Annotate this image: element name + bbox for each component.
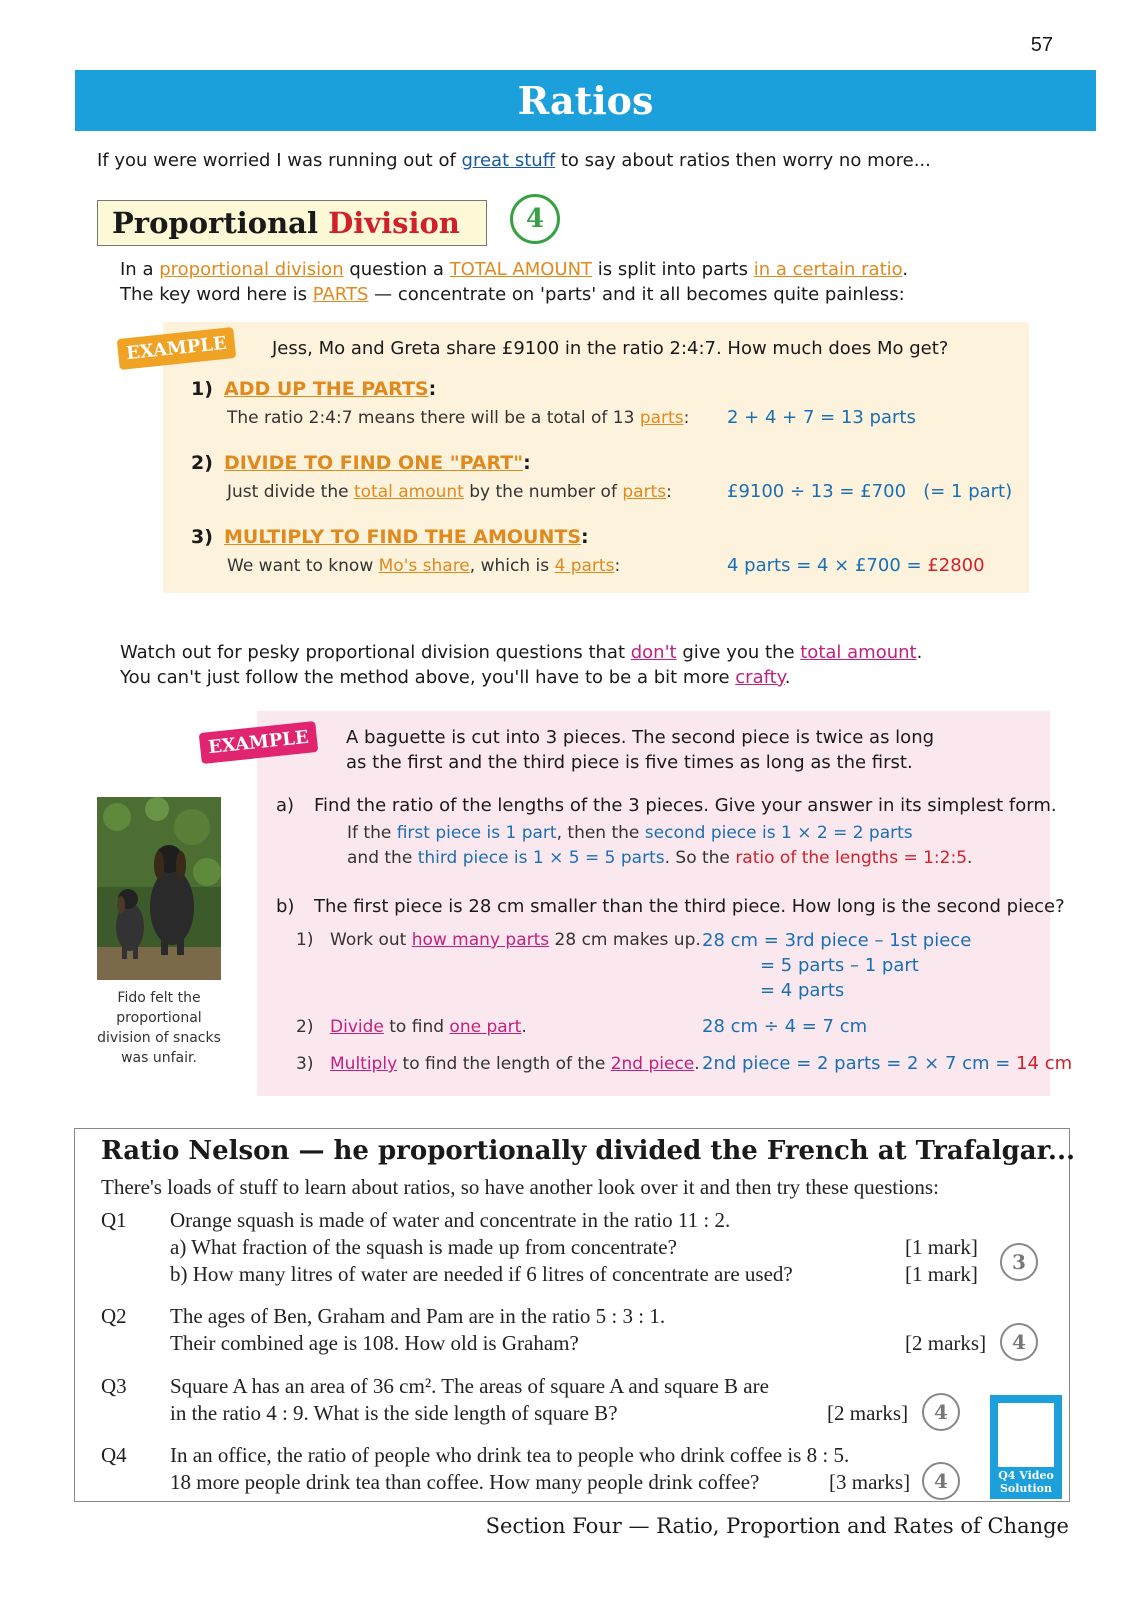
section-intro-line1 [120,259,908,280]
qr-code-area [998,1403,1054,1467]
text: to find [383,1017,450,1037]
b-step1-text [330,930,701,950]
page-number: 57 [1030,34,1053,56]
step1-heading: ADD UP THE PARTS: [224,378,437,400]
text: give you the [676,642,801,663]
example1-question: Jess, Mo and Greta share £9100 in the ratio 2:4:7. How much does Mo get? [272,338,949,359]
text: , then the [556,823,645,843]
q2-line1: The ages of Ben, Graham and Pam are in the ratio 5 : 3 : 1. [170,1304,666,1328]
q4-label: Q4 [101,1443,127,1467]
intro-after: to say about ratios then worry no more... [555,150,931,171]
text: . [521,1017,527,1037]
keyword: crafty [735,667,785,688]
grade-number: 3 [1012,1250,1026,1274]
highlight: second piece is 1 × 2 = 2 parts [644,823,913,843]
dog-photo [97,797,221,980]
keyword: proportional division [159,259,344,280]
grade-4-icon [510,194,560,244]
example2-question-line2: as the first and the third piece is five times as long as the first. [346,752,913,773]
keyword: parts [622,482,667,502]
part-a-line1 [347,823,913,843]
b-step3-number: 3) [296,1054,314,1074]
video-solution-button[interactable] [990,1395,1062,1499]
section-intro-line2 [120,284,905,305]
text: You can't just follow the method above, you'll have to be a bit more [120,667,736,688]
intro-text [97,150,931,171]
step2-number: 2) [191,452,213,474]
step1-text [227,408,689,428]
section-footer: Section Four — Ratio, Proportion and Rates of Change [485,1514,1069,1538]
step-heading-text: MULTIPLY TO FIND THE AMOUNTS [224,526,582,548]
keyword: TOTAL AMOUNT [449,259,593,280]
keyword: total amount [800,642,917,663]
keyword: Multiply [330,1054,398,1074]
step1-number: 1) [191,378,213,400]
step3-text [227,556,620,576]
calc-text: 2nd piece = 2 parts = 2 × 7 cm = [702,1053,1017,1074]
example2-question-line1: A baguette is cut into 3 pieces. The second piece is twice as long [346,727,935,748]
text: is split into parts [592,259,754,280]
b-step1-calc-line3: = 4 parts [760,980,845,1001]
text: . [967,848,973,868]
b-step2-calc: 28 cm ÷ 4 = 7 cm [702,1016,868,1037]
grade-4-icon [922,1462,960,1500]
warning-line2 [120,667,791,688]
part-a-label: a) [276,795,295,816]
text: The key word here is [120,284,313,305]
text: and the [347,848,418,868]
b-step3-text [330,1054,700,1074]
q1-line2: a) What fraction of the squash is made up from concentrate? [170,1235,677,1259]
section-heading-box [97,200,487,246]
practice-title: Ratio Nelson — he proportionally divided the French at Trafalgar... [101,1136,1076,1166]
part-b-question: The first piece is 28 cm smaller than the third piece. How long is the second piece? [314,896,1065,917]
keyword: one part [449,1017,522,1037]
text: to find the length of the [397,1054,611,1074]
grade-number: 4 [525,204,545,234]
answer: £2800 [927,555,985,576]
keyword: 4 parts [554,556,615,576]
part-a-question: Find the ratio of the lengths of the 3 pieces. Give your answer in its simplest form. [314,795,1057,816]
text: 28 cm makes up. [549,930,701,950]
part-b-label: b) [276,896,295,917]
q2-marks: [2 marks] [905,1331,987,1355]
text: If the [347,823,397,843]
example1-tag: EXAMPLE [117,327,236,370]
grade-4-icon [1000,1323,1038,1361]
q1-line3: b) How many litres of water are needed if 6 litres of concentrate are used? [170,1262,793,1286]
text: . [902,259,909,280]
highlight: first piece is 1 part [396,823,557,843]
step2-text [227,482,672,502]
b-step1-number: 1) [296,930,314,950]
keyword: Mo's share [378,556,470,576]
text: . [916,642,923,663]
grade-4-icon [922,1393,960,1431]
b-step3-calc [702,1053,1072,1074]
part-a-line2 [347,848,972,868]
step-heading-text: ADD UP THE PARTS [224,378,429,400]
b-step2-text [330,1017,527,1037]
video-solution-label: Q4 Video Solution [998,1469,1054,1495]
text: by the number of [463,482,623,502]
step-heading-text: DIVIDE TO FIND ONE "PART" [224,452,524,474]
step2-heading: DIVIDE TO FIND ONE "PART": [224,452,531,474]
q4-line1: In an office, the ratio of people who drink tea to people who drink coffee is 8 : 5. [170,1443,850,1467]
q4-line2: 18 more people drink tea than coffee. How many people drink coffee? [170,1470,760,1494]
text: The ratio 2:4:7 means there will be a total of 13 [227,408,640,428]
q2-label: Q2 [101,1304,127,1328]
text: — concentrate on 'parts' and it all becomes quite painless: [368,284,905,305]
ratio-answer: ratio of the lengths = 1:2:5 [735,848,968,868]
text: : [614,556,621,576]
keyword: don't [630,642,677,663]
q3-marks: [2 marks] [827,1401,909,1425]
text: . So the [664,848,736,868]
text: question a [343,259,450,280]
step2-calc: £9100 ÷ 13 = £700 (= 1 part) [727,481,1013,502]
text: . [784,667,791,688]
b-step2-number: 2) [296,1017,314,1037]
b-step1-calc-line2: = 5 parts – 1 part [760,955,919,976]
page-title: Ratios [517,78,654,123]
text: Watch out for pesky proportional division questions that [120,642,631,663]
answer: 14 cm [1016,1053,1073,1074]
q1-marks-b: [1 mark] [905,1262,978,1286]
keyword: parts [639,408,684,428]
photo-caption: Fido felt the proportional division of snacks was unfair. [97,990,221,1066]
text: . [694,1054,700,1074]
text: , which is [469,556,555,576]
keyword: total amount [353,482,464,502]
section-title-part2: Division [328,206,460,240]
step3-heading: MULTIPLY TO FIND THE AMOUNTS: [224,526,589,548]
text: Work out [330,930,412,950]
step3-number: 3) [191,526,213,548]
grade-number: 4 [1012,1330,1026,1354]
text: Just divide the [227,482,354,502]
keyword: Divide [330,1017,384,1037]
grade-number: 4 [934,1469,948,1493]
keyword: in a certain ratio [753,259,903,280]
text: : [683,408,690,428]
practice-intro: There's loads of stuff to learn about ratios, so have another look over it and then try these questions: [101,1175,939,1199]
text: : [666,482,672,502]
text: We want to know [227,556,379,576]
q3-line1: Square A has an area of 36 cm². The areas of square A and square B are [170,1374,769,1398]
q1-line1: Orange squash is made of water and concentrate in the ratio 11 : 2. [170,1208,731,1232]
title-bar [75,70,1096,131]
example2-tag: EXAMPLE [199,721,318,764]
warning-line1 [120,642,922,663]
b-step1-calc-line1: 28 cm = 3rd piece – 1st piece [702,930,972,951]
section-title-part1: Proportional [112,206,318,240]
q3-line2: in the ratio 4 : 9. What is the side length of square B? [170,1401,618,1425]
q1-label: Q1 [101,1208,127,1232]
step3-calc [727,555,985,576]
keyword: how many parts [411,930,550,950]
keyword: 2nd piece [610,1054,695,1074]
grade-3-icon [1000,1243,1038,1281]
highlight: third piece is 1 × 5 = 5 parts [417,848,665,868]
intro-before: If you were worried I was running out of [97,150,462,171]
section-title [112,201,460,245]
q3-label: Q3 [101,1374,127,1398]
q4-marks: [3 marks] [829,1470,911,1494]
text: In a [120,259,160,280]
great-stuff-link: great stuff [461,150,556,171]
calc-text: 4 parts = 4 × £700 = [727,555,928,576]
q1-marks-a: [1 mark] [905,1235,978,1259]
grade-number: 4 [934,1400,948,1424]
keyword: PARTS [312,284,369,305]
q2-line2: Their combined age is 108. How old is Graham? [170,1331,579,1355]
step1-calc: 2 + 4 + 7 = 13 parts [727,407,916,428]
